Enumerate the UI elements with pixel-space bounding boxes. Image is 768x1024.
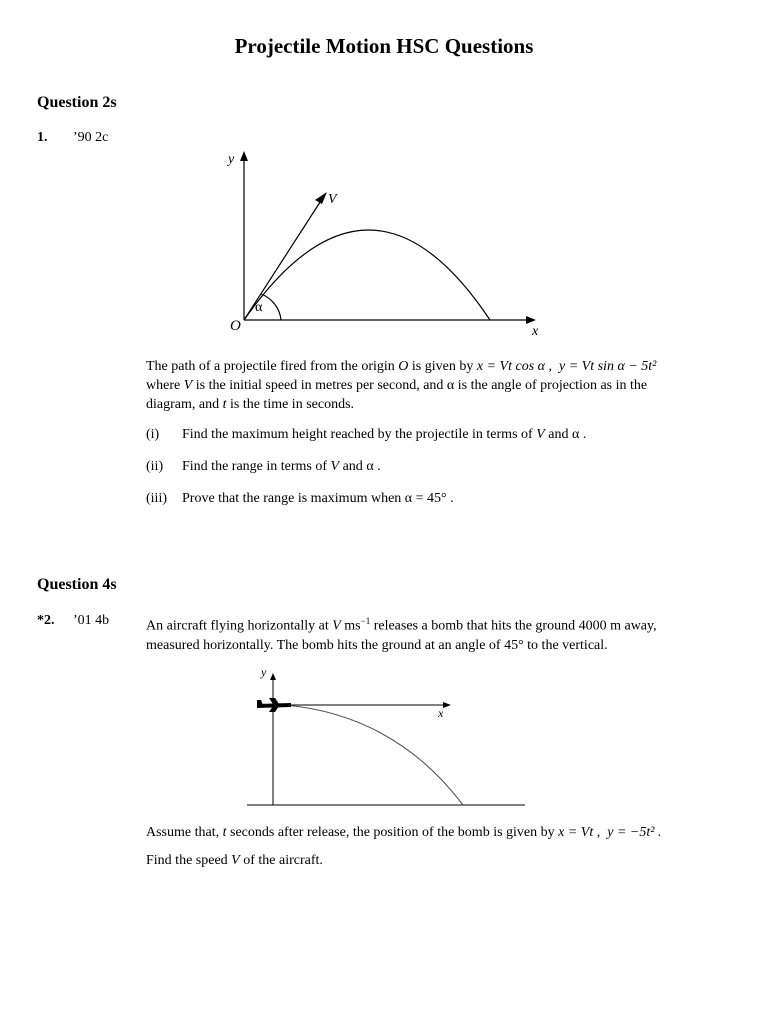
y-axis-label: y bbox=[228, 152, 235, 167]
aircraft-icon bbox=[257, 698, 291, 712]
question-1-part-iii: (iii) Prove that the range is maximum when α = 45° . bbox=[146, 491, 454, 506]
section-heading-question-4s: Question 4s bbox=[37, 576, 117, 593]
projectile-diagram bbox=[220, 145, 550, 340]
origin-label: O bbox=[230, 318, 241, 334]
question-1-part-i: (i) Find the maximum height reached by the projectile in terms of V and α . bbox=[146, 427, 587, 442]
description-line-3: diagram, and t is the time in seconds. bbox=[146, 397, 355, 412]
description-line-2: measured horizontally. The bomb hits the ground at an angle of 45° to the vertical. bbox=[146, 637, 608, 653]
question-2-description bbox=[146, 612, 731, 655]
question-1-part-ii: (ii) Find the range in terms of V and α . bbox=[146, 459, 381, 474]
description-line-2: where V is the initial speed in metres per second, and α is the angle of projection as in the bbox=[146, 378, 648, 393]
angle-label: α bbox=[255, 300, 263, 315]
aircraft-bomb-diagram bbox=[245, 660, 530, 810]
description-line-1: The path of a projectile fired from the origin O is given by x = Vt cos α , y = Vt sin α − 5t² bbox=[146, 359, 657, 374]
x-axis-label: x bbox=[438, 706, 444, 720]
y-axis-label: y bbox=[261, 665, 267, 679]
section-heading-question-2s: Question 2s bbox=[37, 94, 117, 111]
question-number: *2. bbox=[37, 613, 55, 628]
question-reference: ’90 2c bbox=[73, 130, 109, 145]
x-axis-label: x bbox=[532, 324, 539, 339]
question-1-description bbox=[146, 357, 731, 414]
page-title: Projectile Motion HSC Questions bbox=[234, 34, 534, 58]
description-line-1: An aircraft flying horizontally at V $ms^{-1}$ releases a bomb that hits the ground 4000 m away, bbox=[146, 616, 657, 634]
question-reference: ’01 4b bbox=[73, 613, 110, 628]
question-2-assumption: Assume that, t seconds after release, the position of the bomb is given by x = Vt , y = −5t² . bbox=[146, 825, 662, 840]
question-number: 1. bbox=[37, 130, 48, 145]
velocity-label: V bbox=[328, 192, 337, 207]
question-2-find: Find the speed V of the aircraft. bbox=[146, 853, 323, 868]
